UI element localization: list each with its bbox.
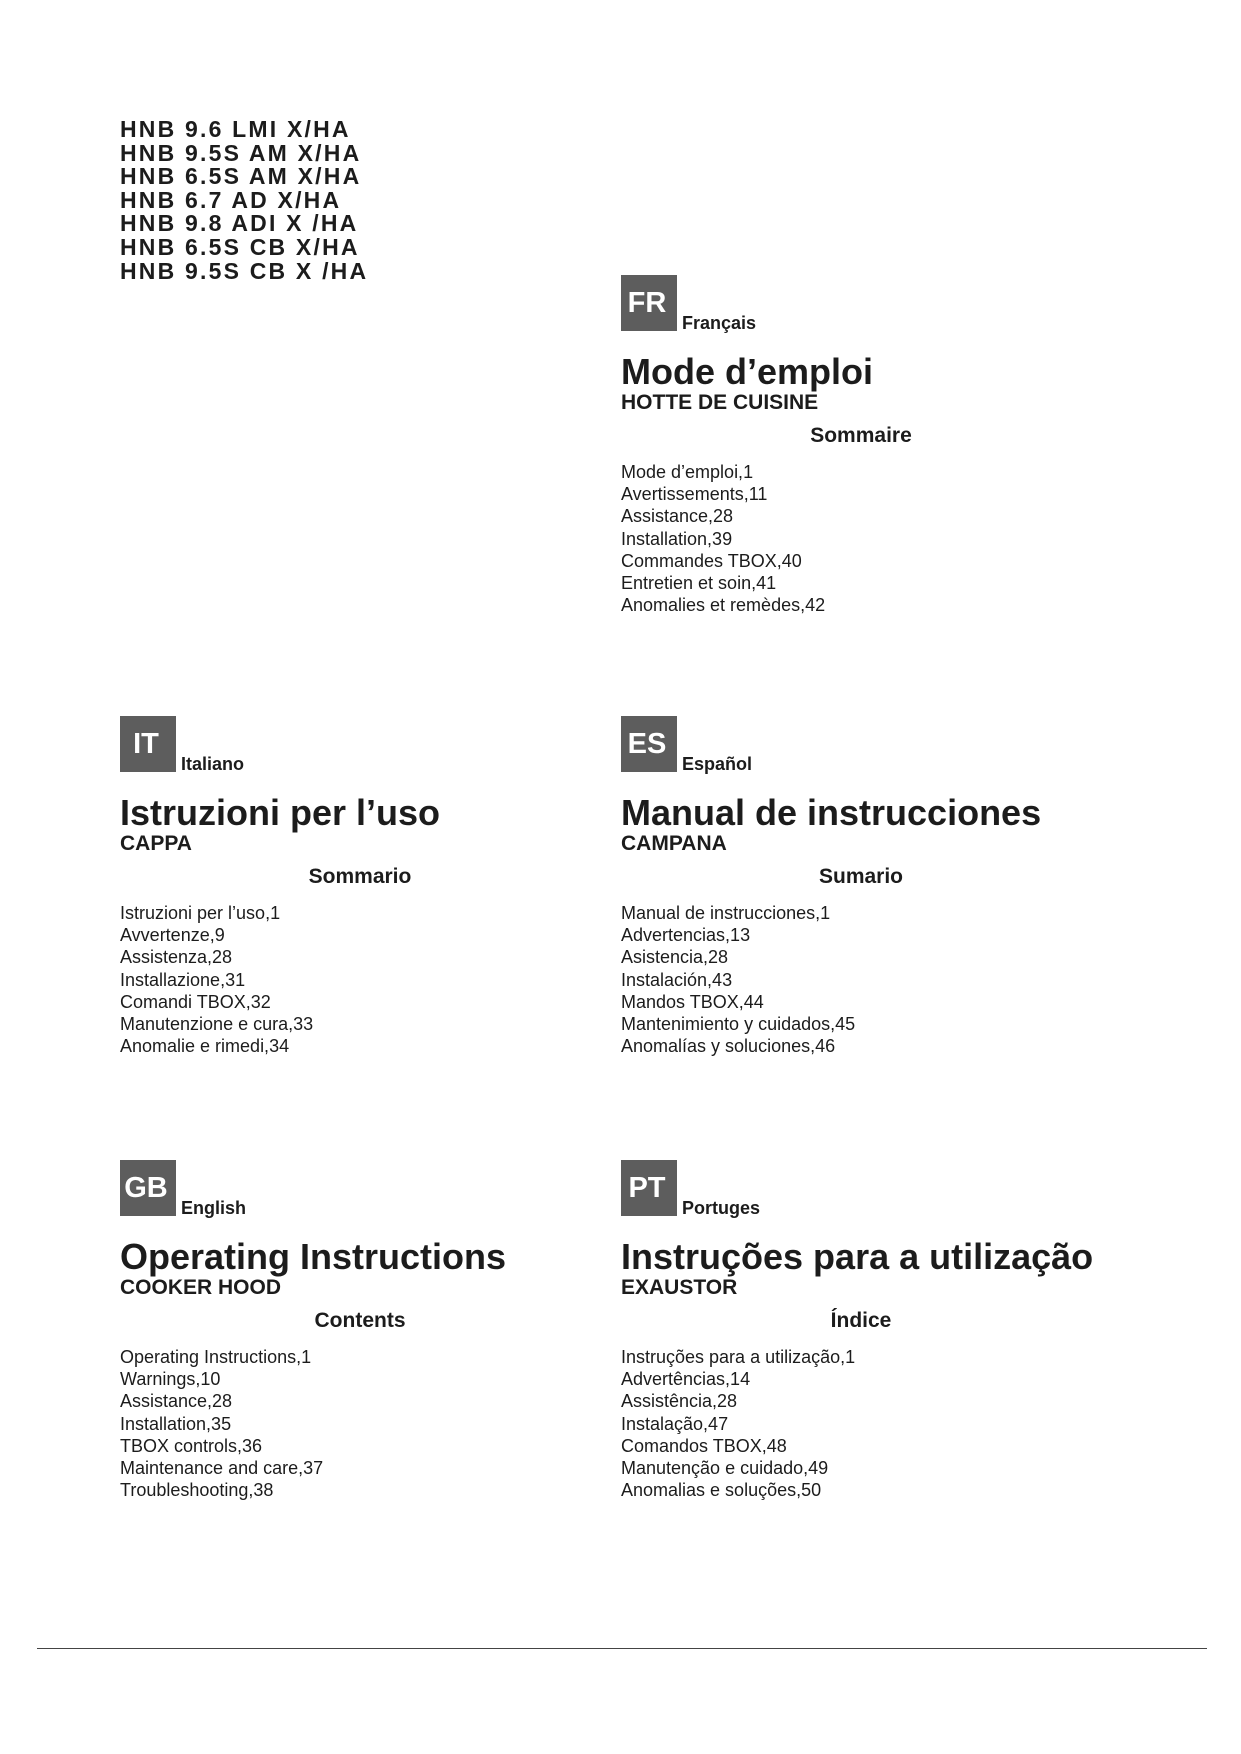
document-title: Instruções para a utilização — [621, 1236, 1094, 1277]
toc-item[interactable]: Instalación,43 — [621, 969, 733, 990]
table-of-contents — [621, 461, 1161, 616]
toc-item[interactable]: Entretien et soin,41 — [621, 573, 777, 594]
toc-item[interactable]: Avertissements,11 — [621, 484, 768, 505]
model-name: HNB 9.8 ADI X /HA — [120, 210, 359, 237]
toc-item[interactable]: Anomalías y soluciones,46 — [621, 1036, 836, 1057]
model-name: HNB 6.7 AD X/HA — [120, 186, 342, 213]
toc-item[interactable]: Mandos TBOX,44 — [621, 991, 764, 1012]
language-code-badge: FR — [621, 275, 677, 331]
product-subtitle: EXAUSTOR — [621, 1276, 738, 1299]
toc-item[interactable]: Assistência,28 — [621, 1391, 738, 1412]
language-name: English — [181, 1198, 247, 1218]
language-header — [621, 716, 1161, 778]
section-pt — [621, 1160, 1161, 1501]
document-title: Operating Instructions — [120, 1236, 507, 1277]
toc-item[interactable]: Troubleshooting,38 — [120, 1480, 274, 1501]
table-of-contents — [621, 1346, 1161, 1501]
language-name: Français — [682, 313, 757, 333]
model-name: HNB 9.5S CB X /HA — [120, 257, 369, 284]
toc-item[interactable]: Asistencia,28 — [621, 947, 729, 968]
toc-item[interactable]: Installazione,31 — [120, 969, 246, 990]
toc-heading: Índice — [830, 1309, 892, 1332]
toc-item[interactable]: Avvertenze,9 — [120, 925, 225, 946]
section-it — [120, 716, 660, 1057]
language-header — [621, 1160, 1161, 1222]
toc-heading: Sommario — [308, 865, 412, 888]
toc-item[interactable]: Manutenzione e cura,33 — [120, 1014, 314, 1035]
language-header — [621, 275, 1161, 337]
toc-item[interactable]: Advertencias,13 — [621, 925, 751, 946]
table-of-contents — [621, 902, 1161, 1057]
toc-item[interactable]: Comandos TBOX,48 — [621, 1435, 787, 1456]
language-header — [120, 1160, 660, 1222]
section-fr — [621, 275, 1161, 616]
toc-item[interactable]: Anomalias e soluções,50 — [621, 1480, 822, 1501]
language-code-badge: GB — [120, 1160, 176, 1216]
document-title: Manual de instrucciones — [621, 792, 1042, 833]
toc-item[interactable]: Manutenção e cuidado,49 — [621, 1458, 829, 1479]
toc-heading: Contents — [314, 1309, 406, 1332]
language-header — [120, 716, 660, 778]
model-name: HNB 9.5S AM X/HA — [120, 139, 362, 166]
model-name: HNB 6.5S CB X/HA — [120, 233, 360, 260]
toc-item[interactable]: Installation,35 — [120, 1413, 232, 1434]
model-name: HNB 9.6 LMI X/HA — [120, 116, 351, 142]
product-subtitle: CAMPANA — [621, 832, 727, 855]
toc-item[interactable]: TBOX controls,36 — [120, 1435, 263, 1456]
footer-divider — [37, 1648, 1207, 1649]
product-subtitle: CAPPA — [120, 832, 192, 855]
toc-heading: Sumario — [818, 865, 904, 888]
language-name: Portuges — [682, 1198, 761, 1218]
toc-item[interactable]: Operating Instructions,1 — [120, 1347, 312, 1367]
section-gb — [120, 1160, 660, 1501]
toc-heading: Sommaire — [810, 424, 912, 447]
model-list — [120, 118, 368, 283]
toc-item[interactable]: Anomalie e rimedi,34 — [120, 1036, 290, 1057]
language-code-badge: PT — [621, 1160, 677, 1216]
toc-item[interactable]: Advertências,14 — [621, 1369, 751, 1390]
toc-item[interactable]: Installation,39 — [621, 528, 733, 549]
table-of-contents — [120, 1346, 660, 1501]
language-name: Italiano — [181, 754, 245, 774]
toc-item[interactable]: Assistance,28 — [621, 506, 734, 527]
document-title: Istruzioni per l’uso — [120, 792, 441, 833]
toc-item[interactable]: Mantenimiento y cuidados,45 — [621, 1014, 856, 1035]
table-of-contents — [120, 902, 660, 1057]
toc-item[interactable]: Manual de instrucciones,1 — [621, 903, 831, 923]
model-name: HNB 6.5S AM X/HA — [120, 163, 362, 190]
toc-item[interactable]: Maintenance and care,37 — [120, 1458, 324, 1479]
section-es — [621, 716, 1161, 1057]
language-name: Español — [682, 754, 753, 774]
toc-item[interactable]: Commandes TBOX,40 — [621, 550, 802, 571]
toc-item[interactable]: Istruzioni per l’uso,1 — [120, 903, 281, 923]
product-subtitle: COOKER HOOD — [120, 1276, 282, 1299]
product-subtitle: HOTTE DE CUISINE — [621, 391, 819, 414]
toc-item[interactable]: Assistance,28 — [120, 1391, 233, 1412]
toc-item[interactable]: Instalação,47 — [621, 1413, 729, 1434]
language-code-badge: IT — [120, 716, 176, 772]
document-title: Mode d’emploi — [621, 351, 873, 392]
toc-item[interactable]: Mode d’emploi,1 — [621, 462, 754, 482]
toc-item[interactable]: Anomalies et remèdes,42 — [621, 595, 826, 616]
toc-item[interactable]: Instruções para a utilização,1 — [621, 1347, 856, 1367]
toc-item[interactable]: Warnings,10 — [120, 1369, 221, 1390]
language-code-badge: ES — [621, 716, 677, 772]
toc-item[interactable]: Comandi TBOX,32 — [120, 991, 271, 1012]
toc-item[interactable]: Assistenza,28 — [120, 947, 233, 968]
